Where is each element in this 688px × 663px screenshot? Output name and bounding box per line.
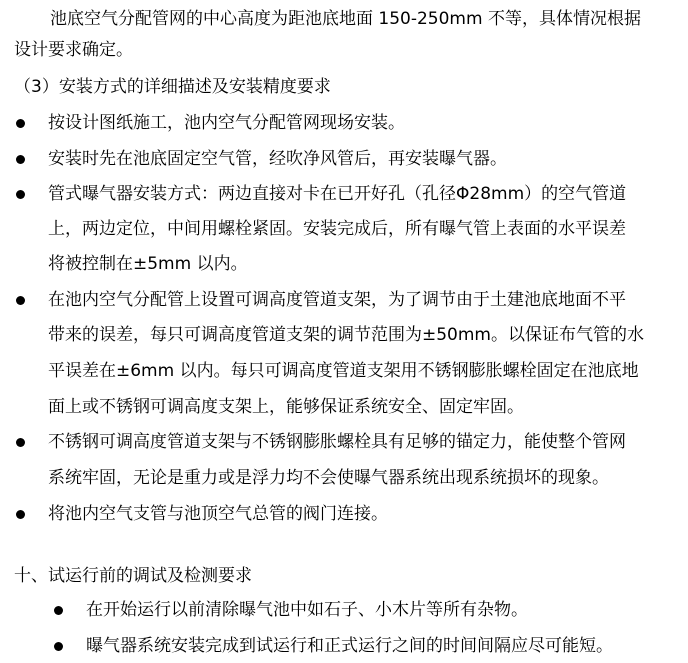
- section-10-item-1-line-1: 在开始运行以前清除曝气池中如石子、小木片等所有杂物。: [86, 600, 528, 620]
- section-3-item-4-line-4: 面上或不锈钢可调高度支架上，能够保证系统安全、固定牢固。: [48, 397, 524, 417]
- section-3-item-4-line-3: 平误差在±6mm 以内。每只可调高度管道支架用不锈钢膨胀螺栓固定在池底地: [48, 361, 639, 381]
- bullet-icon: [54, 642, 63, 651]
- section-3-heading: （3）安装方式的详细描述及安装精度要求: [14, 77, 331, 97]
- section-3-item-3-line-1: 管式曝气器安装方式：两边直接对卡在已开好孔（孔径Φ28mm）的空气管道: [48, 184, 627, 204]
- section-3-item-4-line-2: 带来的误差，每只可调高度管道支架的调节范围为±50mm。以保证布气管的水: [48, 325, 644, 345]
- section-3-item-5-line-2: 系统牢固，无论是重力或是浮力均不会使曝气器系统出现系统损坏的现象。: [48, 468, 609, 488]
- bullet-icon: [16, 510, 25, 519]
- section-3-item-3-line-2: 上，两边定位，中间用螺栓紧固。安装完成后，所有曝气管上表面的水平误差: [48, 219, 626, 239]
- section-10-heading: 十、试运行前的调试及检测要求: [14, 566, 252, 586]
- bullet-icon: [16, 296, 25, 305]
- bullet-icon: [54, 606, 63, 615]
- section-3-item-4-line-1: 在池内空气分配管上设置可调高度管道支架，为了调节由于土建池底地面不平: [48, 290, 626, 310]
- bullet-icon: [16, 438, 25, 447]
- section-3-item-3-line-3: 将被控制在±5mm 以内。: [48, 254, 248, 274]
- bullet-icon: [16, 155, 25, 164]
- bullet-icon: [16, 119, 25, 128]
- section-3-item-5-line-1: 不锈钢可调高度管道支架与不锈钢膨胀螺栓具有足够的锚定力，能使整个管网: [48, 432, 626, 452]
- intro-line-2: 设计要求确定。: [14, 40, 133, 60]
- section-10-item-2-line-1: 曝气器系统安装完成到试运行和正式运行之间的时间间隔应尽可能短。: [86, 636, 613, 656]
- section-3-item-6-line-1: 将池内空气支管与池顶空气总管的阀门连接。: [48, 504, 388, 524]
- section-3-item-1-line-1: 按设计图纸施工，池内空气分配管网现场安装。: [48, 113, 405, 133]
- bullet-icon: [16, 190, 25, 199]
- intro-line-1: 池底空气分配管网的中心高度为距池底地面 150-250mm 不等，具体情况根据: [50, 9, 641, 29]
- section-3-item-2-line-1: 安装时先在池底固定空气管，经吹净风管后，再安装曝气器。: [48, 149, 507, 169]
